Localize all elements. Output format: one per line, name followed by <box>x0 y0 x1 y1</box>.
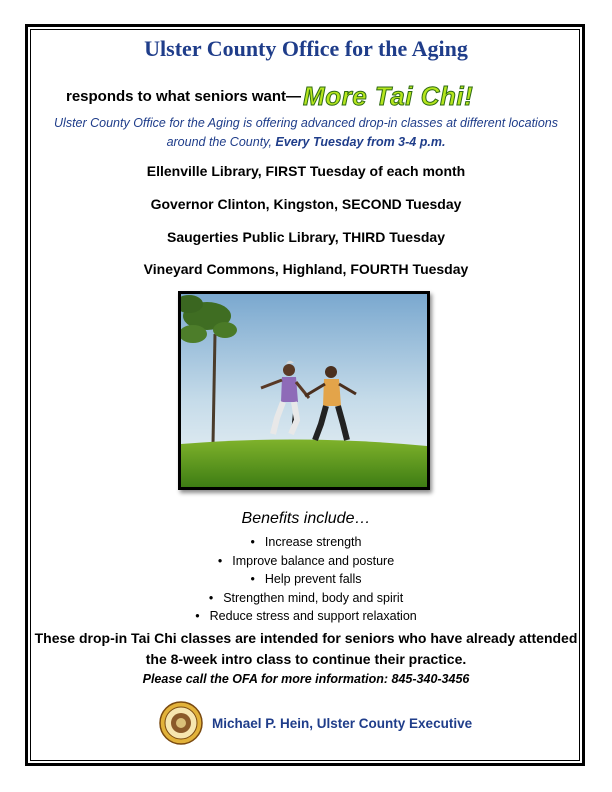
location-1: Ellenville Library, FIRST Tuesday of each month <box>146 163 466 179</box>
intro-paragraph <box>40 114 572 152</box>
county-executive: Michael P. Hein, Ulster County Executive <box>212 716 473 731</box>
location-3: Saugerties Public Library, THIRD Tuesday <box>167 229 445 245</box>
eligibility-note: These drop-in Tai Chi classes are intended for seniors who have already attended the 8-week intro class to continue their practice. <box>34 630 578 667</box>
intro-text: Ulster County Office for the Aging is offering advanced drop-in classes at different locations around the County, <box>54 116 558 149</box>
location-4: Vineyard Commons, Highland, FOURTH Tuesday <box>143 261 469 277</box>
benefits-heading: Benefits include… <box>241 510 371 527</box>
benefits-list <box>0 533 612 626</box>
flyer-subtitle <box>66 82 473 110</box>
intro-emphasis: Every Tuesday from 3-4 p.m. <box>275 135 446 149</box>
location-2: Governor Clinton, Kingston, SECOND Tuesday <box>150 196 462 212</box>
benefit-item: • Help prevent falls <box>0 570 612 589</box>
subtitle-highlight: More Tai Chi! <box>303 80 474 111</box>
subtitle-lead: responds to what seniors want— <box>66 87 302 105</box>
tai-chi-photo <box>178 291 430 490</box>
flyer-title: Ulster County Office for the Aging <box>144 36 468 61</box>
contact-line: Please call the OFA for more information: 845-340-3456 <box>142 672 470 686</box>
benefit-item: • Increase strength <box>0 533 612 552</box>
benefit-item: • Strengthen mind, body and spirit <box>0 589 612 608</box>
benefit-item: • Improve balance and posture <box>0 552 612 571</box>
tai-chi-illustration <box>181 294 427 487</box>
county-seal-icon <box>159 701 203 745</box>
benefit-item: • Reduce stress and support relaxation <box>0 607 612 626</box>
